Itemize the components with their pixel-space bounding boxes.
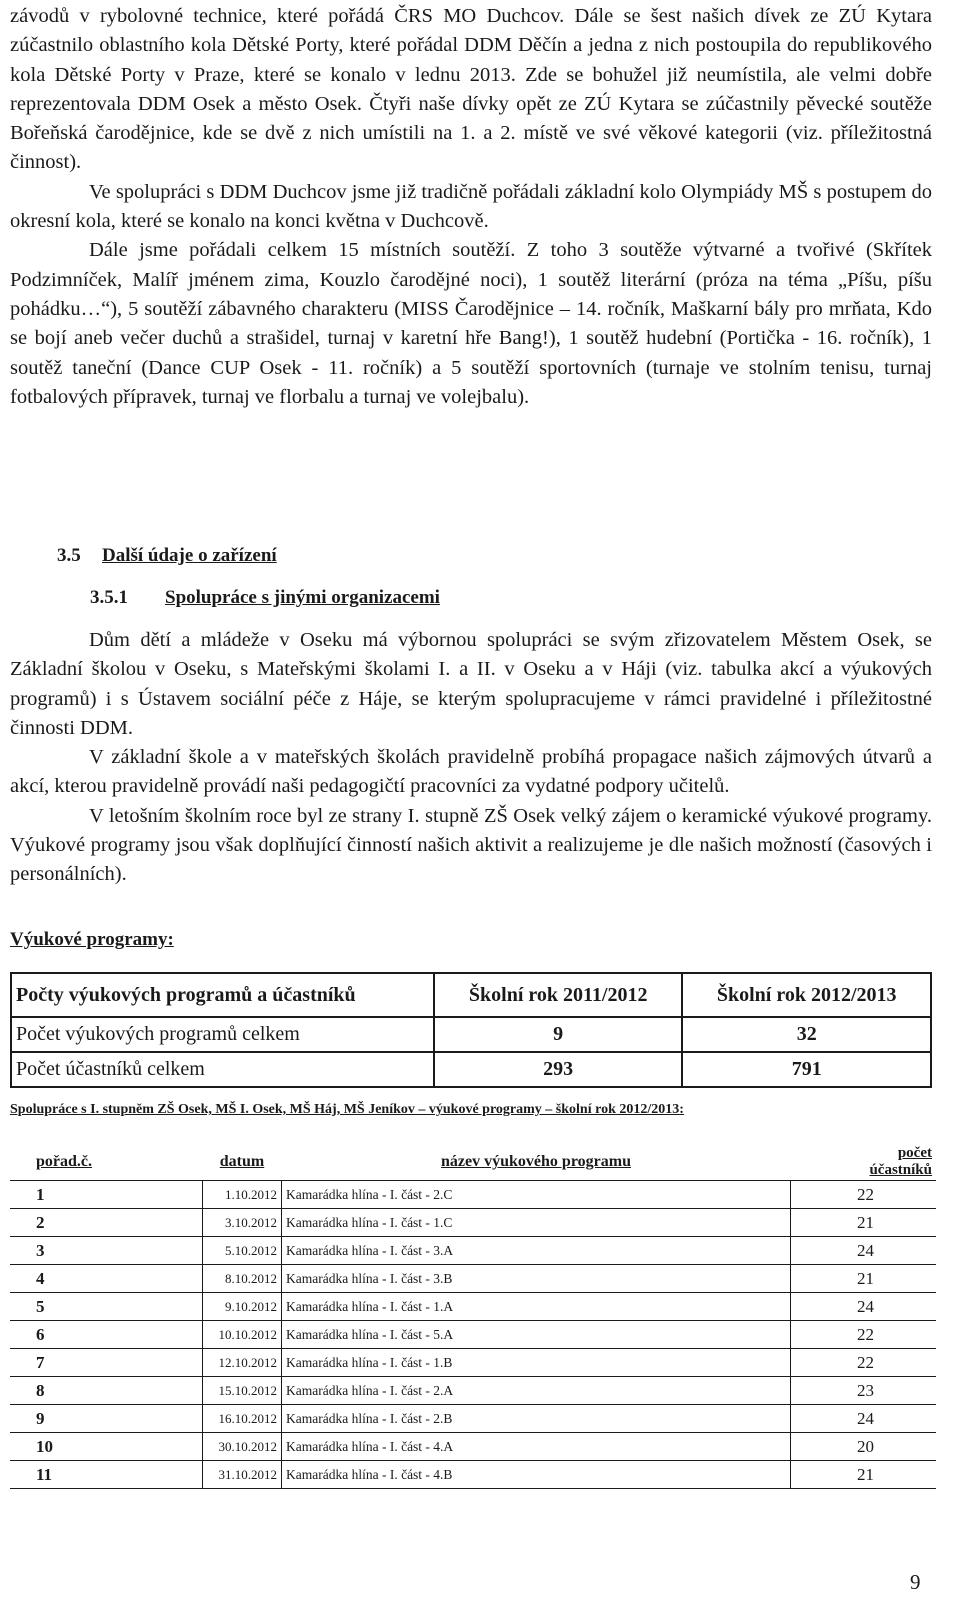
table-row bbox=[11, 1052, 931, 1087]
table-cell: Počet výukových programů celkem bbox=[11, 1017, 434, 1052]
table-cell: 9 bbox=[434, 1017, 683, 1052]
table-header-cell: Počty výukových programů a účastníků bbox=[11, 973, 434, 1017]
table-cell: 9 bbox=[10, 1405, 203, 1433]
table-row bbox=[10, 1237, 936, 1265]
table-header-cell: pořad.č. bbox=[10, 1144, 203, 1181]
paragraph-local-competitions: Dále jsme pořádali celkem 15 místních soutěží. Z toho 3 soutěže výtvarné a tvořivé (Skřítek Podzimníček, Malíř jménem zima, Kouzlo čarodějné noci), 1 soutěž literární (próza na téma „Píšu, píšu pohádku…“), 5 soutěží zábavného charakteru (MISS Čarodějnice – 14. ročník, Maškarní bály pro mrňata, Kdo se bojí aneb večer duchů a strašidel, turnaj v karetní hře Bang!), 1 soutěž hudební (Portička - 16. ročník), 1 soutěž taneční (Dance CUP Osek - 11. ročník) a 5 soutěží sportovních (turnaje ve stolním tenisu, turnaj fotbalových přípravek, turnaj ve florbalu a turnaj ve volejbalu). bbox=[10, 239, 932, 408]
table-header-cell: Školní rok 2012/2013 bbox=[682, 973, 931, 1017]
table-cell: 8.10.2012 bbox=[203, 1265, 282, 1293]
paragraph-cooperation: Dům dětí a mládeže v Oseku má výbornou spolupráci se svým zřizovatelem Městem Osek, se Základní školou v Oseku, s Mateřskými školami I. a II. v Oseku a v Háji (viz. tabulka akcí a výukových programů) i s Ústavem sociální péče z Háje, se kterým spolupracujeme v rámci pravidelné i příležitostné činnosti DDM. bbox=[10, 629, 932, 739]
table-cell: Kamarádka hlína - I. část - 3.B bbox=[282, 1265, 791, 1293]
paragraph-programs: V letošním školním roce byl ze strany I. stupně ZŠ Osek velký zájem o keramické výukové programy. Výukové programy jsou však doplňující činností našich aktivit a realizujeme je dle našich možností (časových i personálních). bbox=[10, 804, 932, 886]
subsection-heading-3-5-1 bbox=[90, 587, 440, 609]
table-cell: 22 bbox=[791, 1321, 937, 1349]
section-number: 3.5 bbox=[57, 545, 81, 566]
table-cell: 21 bbox=[791, 1209, 937, 1237]
table-cell: 12.10.2012 bbox=[203, 1349, 282, 1377]
table-cell: 10 bbox=[10, 1433, 203, 1461]
table-cell: 24 bbox=[791, 1293, 937, 1321]
table-row bbox=[10, 1377, 936, 1405]
table-cell: 10.10.2012 bbox=[203, 1321, 282, 1349]
table-cell: 1.10.2012 bbox=[203, 1181, 282, 1209]
table-cell: 293 bbox=[434, 1052, 683, 1087]
table-header-row bbox=[11, 973, 931, 1017]
page-number: 9 bbox=[910, 1570, 921, 1594]
table-cell: 11 bbox=[10, 1461, 203, 1489]
table-header-cell: počet účastníků bbox=[791, 1144, 937, 1181]
table-cell: 22 bbox=[791, 1181, 937, 1209]
paragraph-competitions: závodů v rybolovné technice, které pořádá ČRS MO Duchcov. Dále se šest našich dívek ze ZÚ Kytara zúčastnilo oblastního kola Dětské Porty, které pořádal DDM Děčín a jedna z nich postoupila do republikového kola Dětské Porty v Praze, které se konalo v lednu 2013. Zde se bohužel již neumístila, ale velmi dobře reprezentovala DDM Osek a město Osek. Čtyři naše dívky opět ze ZÚ Kytara se zúčastnily pěvecké soutěže Bořeňská čarodějnice, kde se dvě z nich umístili na 1. a 2. místě ve své věkové kategorii (viz. příležitostná činnost). bbox=[10, 5, 932, 174]
table-cell: 22 bbox=[791, 1349, 937, 1377]
table-cell: 30.10.2012 bbox=[203, 1433, 282, 1461]
table-cell: 3 bbox=[10, 1237, 203, 1265]
table-cell: 21 bbox=[791, 1461, 937, 1489]
table-row bbox=[10, 1321, 936, 1349]
table-cell: 24 bbox=[791, 1237, 937, 1265]
section-heading-3-5 bbox=[57, 545, 277, 567]
table-cell: 4 bbox=[10, 1265, 203, 1293]
table-cell: Kamarádka hlína - I. část - 4.A bbox=[282, 1433, 791, 1461]
table-header-row bbox=[10, 1144, 936, 1181]
body-text-lower bbox=[10, 626, 932, 890]
table-cell: 1 bbox=[10, 1181, 203, 1209]
table-cell: Kamarádka hlína - I. část - 2.B bbox=[282, 1405, 791, 1433]
table-cell: 20 bbox=[791, 1433, 937, 1461]
body-text-upper bbox=[10, 2, 932, 412]
table-cell: Kamarádka hlína - I. část - 3.A bbox=[282, 1237, 791, 1265]
table-cell: 3.10.2012 bbox=[203, 1209, 282, 1237]
table-header-cell: Školní rok 2011/2012 bbox=[434, 973, 683, 1017]
table-header-cell: název výukového programu bbox=[282, 1144, 791, 1181]
table-cell: 791 bbox=[682, 1052, 931, 1087]
table-row bbox=[10, 1461, 936, 1489]
table-row bbox=[10, 1265, 936, 1293]
table-cell: 15.10.2012 bbox=[203, 1377, 282, 1405]
table-cell: 9.10.2012 bbox=[203, 1293, 282, 1321]
table-cell: 8 bbox=[10, 1377, 203, 1405]
paragraph-propagation: V základní škole a v mateřských školách pravidelně probíhá propagace našich zájmových útvarů a akcí, kterou pravidelně provádí naši pedagogičtí pracovníci za vydatné podpory učitelů. bbox=[10, 746, 932, 798]
table-row bbox=[10, 1349, 936, 1377]
table-row bbox=[10, 1181, 936, 1209]
table-cell: 23 bbox=[791, 1377, 937, 1405]
subsection-title: Spolupráce s jinými organizacemi bbox=[165, 587, 440, 608]
table-row bbox=[10, 1405, 936, 1433]
table-cell: Kamarádka hlína - I. část - 2.C bbox=[282, 1181, 791, 1209]
table-cell: 16.10.2012 bbox=[203, 1405, 282, 1433]
table-cell: 5.10.2012 bbox=[203, 1237, 282, 1265]
table-cell: Kamarádka hlína - I. část - 5.A bbox=[282, 1321, 791, 1349]
table-header-cell: datum bbox=[203, 1144, 282, 1181]
section-title: Další údaje o zařízení bbox=[102, 545, 277, 566]
table-row bbox=[10, 1209, 936, 1237]
programs-heading: Výukové programy: bbox=[10, 929, 174, 950]
table-cell: Kamarádka hlína - I. část - 1.A bbox=[282, 1293, 791, 1321]
table-cell: 5 bbox=[10, 1293, 203, 1321]
cooperation-programs-table bbox=[10, 1144, 936, 1489]
table-row bbox=[10, 1433, 936, 1461]
table-cell: 21 bbox=[791, 1265, 937, 1293]
table-cell: 6 bbox=[10, 1321, 203, 1349]
table-cell: 31.10.2012 bbox=[203, 1461, 282, 1489]
table-cell: Kamarádka hlína - I. část - 1.C bbox=[282, 1209, 791, 1237]
table-cell: Kamarádka hlína - I. část - 4.B bbox=[282, 1461, 791, 1489]
table-cell: Kamarádka hlína - I. část - 2.A bbox=[282, 1377, 791, 1405]
table-cell: Počet účastníků celkem bbox=[11, 1052, 434, 1087]
table-cell: 32 bbox=[682, 1017, 931, 1052]
table-cell: 24 bbox=[791, 1405, 937, 1433]
table-row bbox=[11, 1017, 931, 1052]
table-cell: 7 bbox=[10, 1349, 203, 1377]
paragraph-olympiad: Ve spolupráci s DDM Duchcov jsme již tradičně pořádali základní kolo Olympiády MŠ s postupem do okresní kola, které se konalo na konci května v Duchcově. bbox=[10, 180, 932, 233]
cooperation-table-title: Spolupráce s I. stupněm ZŠ Osek, MŠ I. Osek, MŠ Háj, MŠ Jeníkov – výukové programy – školní rok 2012/2013: bbox=[10, 1102, 684, 1117]
subsection-number: 3.5.1 bbox=[90, 587, 128, 608]
table-row bbox=[10, 1293, 936, 1321]
table-cell: 2 bbox=[10, 1209, 203, 1237]
programs-count-table bbox=[10, 972, 932, 1088]
table-cell: Kamarádka hlína - I. část - 1.B bbox=[282, 1349, 791, 1377]
